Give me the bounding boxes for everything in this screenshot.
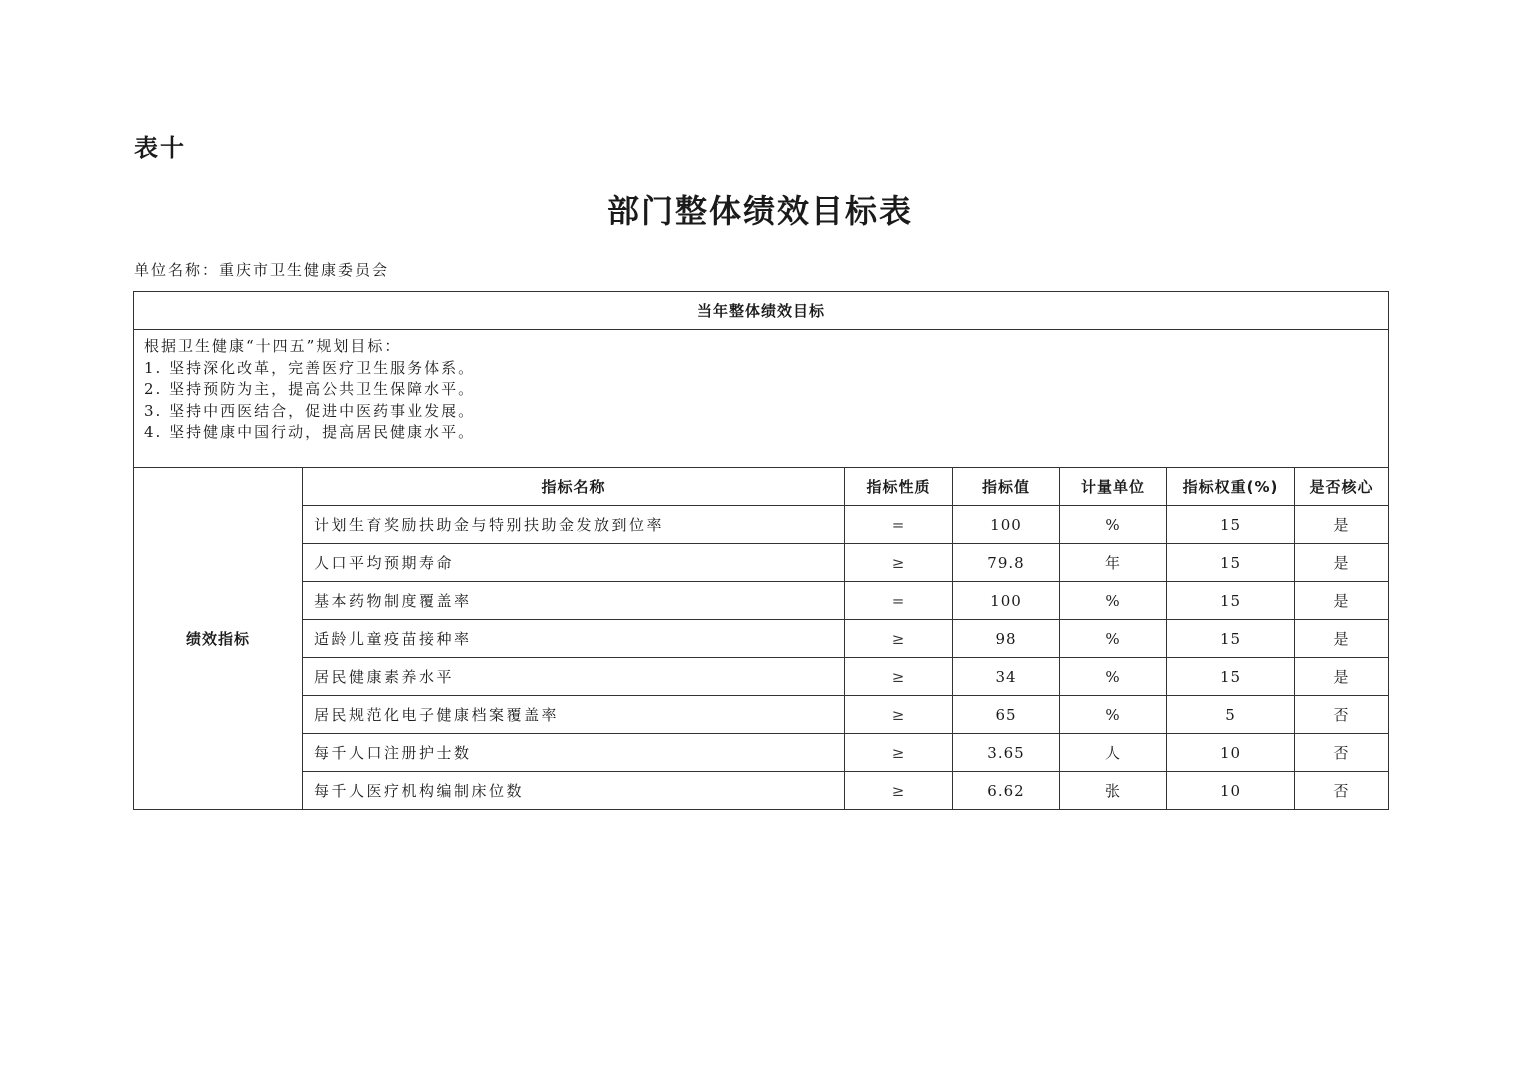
table-row <box>134 696 1389 734</box>
table-row <box>134 506 1389 544</box>
indicator-core: 否 <box>1295 696 1389 734</box>
indicator-value: 100 <box>953 506 1060 544</box>
indicator-value: 3.65 <box>953 734 1060 772</box>
table-row <box>134 772 1389 810</box>
table-row <box>134 734 1389 772</box>
indicator-value: 6.62 <box>953 772 1060 810</box>
table-number: 表十 <box>134 134 186 162</box>
goals-content <box>134 330 1389 468</box>
indicator-unit: 张 <box>1060 772 1167 810</box>
indicator-nature: ≥ <box>845 658 953 696</box>
goals-section-title: 当年整体绩效目标 <box>134 292 1389 330</box>
indicator-value: 34 <box>953 658 1060 696</box>
goals-line-1: 1. 坚持深化改革，完善医疗卫生服务体系。 <box>144 358 476 377</box>
unit-name-line: 单位名称：重庆市卫生健康委员会 <box>134 261 390 279</box>
indicator-name: 人口平均预期寿命 <box>303 544 845 582</box>
goals-title-row <box>134 292 1389 330</box>
indicator-nature: = <box>845 506 953 544</box>
indicator-nature: ≥ <box>845 544 953 582</box>
indicator-core: 否 <box>1295 734 1389 772</box>
indicator-name: 居民规范化电子健康档案覆盖率 <box>303 696 845 734</box>
table-row <box>134 620 1389 658</box>
indicator-weight: 15 <box>1167 544 1295 582</box>
indicator-unit: 年 <box>1060 544 1167 582</box>
col-header-name: 指标名称 <box>303 468 845 506</box>
goals-line-3: 3. 坚持中西医结合，促进中医药事业发展。 <box>144 401 476 420</box>
table-row <box>134 582 1389 620</box>
indicator-nature: ≥ <box>845 620 953 658</box>
indicator-core: 否 <box>1295 772 1389 810</box>
indicator-weight: 15 <box>1167 658 1295 696</box>
document-title: 部门整体绩效目标表 <box>606 192 913 230</box>
indicator-name: 每千人口注册护士数 <box>303 734 845 772</box>
indicator-value: 100 <box>953 582 1060 620</box>
col-header-nature: 指标性质 <box>845 468 953 506</box>
indicator-unit: % <box>1060 620 1167 658</box>
indicator-unit: % <box>1060 582 1167 620</box>
indicator-core: 是 <box>1295 506 1389 544</box>
goals-line-4: 4. 坚持健康中国行动，提高居民健康水平。 <box>144 423 476 441</box>
indicator-name: 计划生育奖励扶助金与特别扶助金发放到位率 <box>303 506 845 544</box>
indicator-unit: % <box>1060 506 1167 544</box>
indicator-unit: % <box>1060 658 1167 696</box>
indicator-value: 65 <box>953 696 1060 734</box>
indicator-weight: 10 <box>1167 772 1295 810</box>
indicator-core: 是 <box>1295 620 1389 658</box>
col-header-weight: 指标权重(%) <box>1167 468 1295 506</box>
indicator-weight: 15 <box>1167 582 1295 620</box>
indicator-nature: ≥ <box>845 772 953 810</box>
indicator-core: 是 <box>1295 544 1389 582</box>
indicator-weight: 15 <box>1167 506 1295 544</box>
indicator-header-row <box>134 468 1389 506</box>
indicator-name: 适龄儿童疫苗接种率 <box>303 620 845 658</box>
indicator-name: 居民健康素养水平 <box>303 658 845 696</box>
col-header-value: 指标值 <box>953 468 1060 506</box>
indicator-nature: ≥ <box>845 696 953 734</box>
indicator-nature: = <box>845 582 953 620</box>
indicator-value: 98 <box>953 620 1060 658</box>
indicator-weight: 5 <box>1167 696 1295 734</box>
goals-line-2: 2. 坚持预防为主，提高公共卫生保障水平。 <box>144 380 476 398</box>
indicator-nature: ≥ <box>845 734 953 772</box>
indicator-core: 是 <box>1295 658 1389 696</box>
goals-content-row <box>134 330 1389 468</box>
indicator-weight: 10 <box>1167 734 1295 772</box>
indicator-core: 是 <box>1295 582 1389 620</box>
col-header-core: 是否核心 <box>1295 468 1389 506</box>
indicator-unit: 人 <box>1060 734 1167 772</box>
indicator-name: 基本药物制度覆盖率 <box>303 582 845 620</box>
table-row <box>134 544 1389 582</box>
indicators-side-label: 绩效指标 <box>134 468 303 810</box>
col-header-unit: 计量单位 <box>1060 468 1167 506</box>
performance-target-table <box>133 291 1389 810</box>
indicator-name: 每千人医疗机构编制床位数 <box>303 772 845 810</box>
goals-intro-line: 根据卫生健康“十四五”规划目标： <box>144 337 402 355</box>
indicator-weight: 15 <box>1167 620 1295 658</box>
indicator-value: 79.8 <box>953 544 1060 582</box>
table-row <box>134 658 1389 696</box>
indicator-unit: % <box>1060 696 1167 734</box>
